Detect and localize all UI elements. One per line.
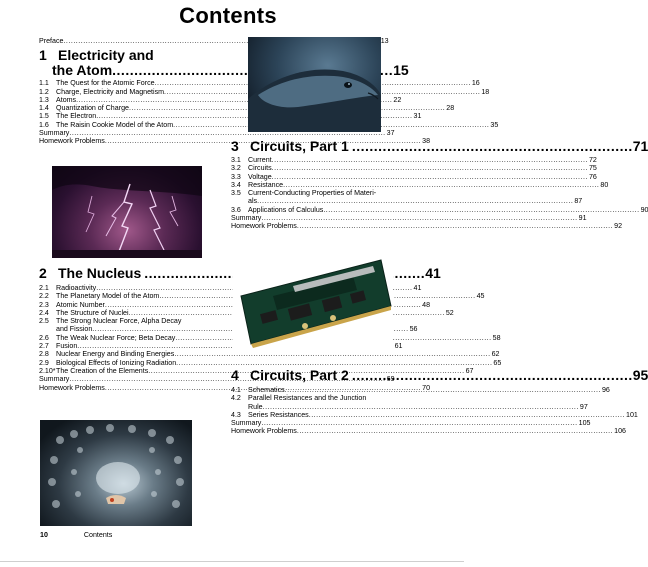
entry-page: 61 [394,342,403,351]
section-number: 4.3 [231,410,241,419]
toc-entry-summary[interactable] [39,129,395,138]
photo-electric-eel [248,37,381,132]
entry-text: The Weak Nuclear Force; Beta Decay [56,333,176,342]
toc-entry-continued[interactable] [39,325,418,334]
entry-page: 31 [413,112,422,121]
chapter-page: 95 [632,367,648,383]
section-number: 2.9 [39,358,49,367]
section-number: 3.4 [231,180,241,189]
toc-entry[interactable] [231,410,638,419]
entry-page: 87 [574,197,583,206]
toc-entry[interactable] [39,104,455,113]
entry-text: Voltage [248,172,272,181]
entry-page: 92 [614,222,623,231]
entry-page: 45 [476,292,485,301]
entry-text: Summary [39,129,70,138]
entry-text-line2: als [248,197,258,206]
entry-page: 28 [446,104,455,113]
entry-page: 13 [380,37,389,45]
entry-page: 35 [490,120,499,129]
entry-page: 91 [578,214,587,223]
entry-text-line2: and Fission [56,325,93,334]
footer-page-number: 10 [40,531,48,539]
chapter-title: Circuits, Part 2 [250,367,349,383]
leader-dots [257,197,573,205]
leader-dots [285,383,601,394]
section-number: 3.2 [231,164,241,173]
toc-entry-summary[interactable] [231,214,587,223]
photo-detector-tunnel [40,420,192,526]
entry-page: 52 [445,308,454,317]
chapter-page: 41 [425,265,441,281]
section-number: 2.6 [39,333,49,342]
entry-text: Atoms [56,95,77,104]
section-number: 1.3 [39,95,49,104]
entry-text: Homework Problems [39,137,105,146]
leader-dots [261,419,577,427]
toc-entry[interactable] [231,180,609,189]
entry-page: 101 [626,410,638,419]
section-number: 2.3 [39,300,49,309]
toc-entry[interactable] [39,317,215,325]
entry-page: 62 [491,350,500,359]
entry-text: Series Resistances [248,410,309,419]
section-number: 4.2 [231,394,241,403]
toc-entry[interactable] [39,300,431,309]
toc-entry[interactable] [39,120,499,129]
entry-text: Homework Problems [231,222,297,231]
entry-text: Nuclear Energy and Binding Energies [56,350,175,359]
circuit-board-illustration [233,256,393,348]
chapter-title: The Nucleus [58,265,142,281]
toc-entry[interactable] [39,112,422,121]
entry-text: Atomic Number [56,300,105,309]
section-number: 3.3 [231,172,241,181]
entry-text: Resistance [248,180,284,189]
entry-page: 37 [386,129,395,138]
lightning-illustration [52,166,202,258]
toc-entry[interactable] [231,172,597,181]
toc-entry[interactable] [231,205,648,214]
section-number: 2.2 [39,292,49,301]
leader-dots [272,156,588,164]
leader-dots [272,173,588,181]
toc-entry[interactable] [39,95,402,104]
entry-text: The Creation of the Elements [56,366,149,375]
leader-dots [309,411,625,419]
leader-dots [297,222,613,230]
entry-text: The Planetary Model of the Atom [56,292,160,301]
section-number: 1.6 [39,120,49,129]
entry-page: 72 [588,156,597,164]
toc-entry[interactable] [39,342,403,351]
entry-page: 75 [588,164,597,173]
entry-text-line1: The Strong Nuclear Force, Alpha Decay [56,317,182,326]
entry-text: Fusion [56,342,78,351]
toc-entry-preface[interactable] [39,37,389,45]
photo-circuit-board [233,256,393,348]
entry-text: Summary [231,419,262,428]
chapter-title: Circuits, Part 1 [250,138,349,154]
section-number: 1.2 [39,87,49,96]
entry-page: 105 [578,419,591,428]
section-number: 2.5 [39,317,49,326]
entry-text: The Electron [56,112,97,121]
toc-entry[interactable] [39,358,502,367]
chapter-title-line1: Electricity and [58,47,154,64]
section-number: 1.1 [39,79,49,88]
toc-entry[interactable] [231,394,407,402]
entry-page: 41 [413,284,422,292]
entry-text: Current [248,156,272,164]
section-number: 1.4 [39,104,49,113]
section-number: 1.5 [39,112,49,121]
section-number: 2.4 [39,308,49,317]
toc-entry[interactable] [39,87,490,96]
toc-entry[interactable] [231,156,597,164]
entry-page: 80 [600,180,609,189]
leader-dots [176,359,492,367]
leader-dots [174,350,490,358]
section-number: 2.7 [39,342,49,351]
entry-page: 76 [588,172,597,181]
entry-page: 16 [471,79,480,88]
entry-text: Homework Problems [231,427,297,436]
section-number: 3.1 [231,156,241,164]
entry-page: 70 [422,383,431,392]
chapter-page: 71 [632,138,648,154]
entry-page: 18 [481,87,490,96]
toc-entry-homework[interactable] [231,222,623,231]
entry-text: Preface [39,37,64,45]
entry-text: Schematics [248,386,285,394]
entry-text: The Quest for the Atomic Force [56,79,155,88]
entry-page: 97 [579,402,588,411]
entry-text: Radioactivity [56,284,97,292]
toc-entry[interactable] [39,79,480,88]
section-number: 3.6 [231,205,241,214]
section-number: 4.1 [231,386,241,394]
toc-entry-homework[interactable] [231,427,626,436]
footer-label: Contents [83,531,113,539]
entry-text: Homework Problems [39,383,105,392]
toc-entry-continued[interactable] [231,402,588,411]
chapter-heading-1[interactable] [39,47,409,79]
eel-illustration [248,37,381,132]
entry-page: 96 [601,386,610,394]
entry-page: 48 [422,300,431,309]
section-number: 2.1 [39,284,49,292]
toc-entry[interactable] [39,350,500,359]
photo-lightning-storm [52,166,202,258]
leader-dots [323,206,639,214]
entry-text: Summary [231,214,262,223]
bottom-divider [0,561,464,562]
entry-page: 38 [422,137,431,146]
chapter3-sections [231,156,648,231]
entry-page: 69 [386,375,395,384]
entry-text-line1: Parallel Resistances and the Junction [248,394,367,403]
chapter-heading-2[interactable] [39,265,441,281]
entry-text: Applications of Calculus [248,205,324,214]
toc-entry[interactable] [39,284,422,292]
entry-text-line2: Rule [248,402,263,411]
toc-entry[interactable] [39,292,485,301]
leader-dots [297,427,613,435]
chapter-title-line2: the Atom [52,62,113,79]
toc-entry-summary[interactable] [231,419,591,428]
section-number: 2.8 [39,350,49,359]
leader-dots [352,139,633,154]
chapter-number: 2 [39,265,47,281]
leader-dots [263,403,579,411]
entry-page: 65 [493,358,502,367]
entry-page: 56 [409,325,418,334]
toc-entry[interactable] [231,189,407,197]
section-number: 2.10* [39,366,56,375]
toc-entry[interactable] [39,308,454,317]
page-title: Contents [179,3,277,28]
entry-text: Quantization of Charge [56,104,129,113]
chapter-page: 15 [393,62,409,79]
entry-text: The Raisin Cookie Model of the Atom [56,120,174,129]
entry-text: The Structure of Nuclei [56,308,129,317]
leader-dots [283,181,599,189]
entry-text: Summary [39,375,70,384]
toc-entry[interactable] [231,164,597,173]
entry-text: Biological Effects of Ionizing Radiation [56,358,177,367]
entry-text-line1: Current-Conducting Properties of Materi- [248,189,377,198]
chapter-number: 4 [231,367,239,383]
section-number: 3.5 [231,189,241,198]
chapter-number: 3 [231,138,239,154]
leader-dots [261,214,577,222]
page-footer [40,531,112,539]
leader-dots [352,368,633,383]
toc-entry-continued[interactable] [231,197,583,206]
leader-dots [272,164,588,172]
entry-page: 106 [614,427,626,436]
toc-entry[interactable] [39,333,501,342]
entry-page: 90 [640,205,648,214]
entry-page: 67 [465,366,474,375]
entry-page: 22 [393,95,402,104]
entry-text: Charge, Electricity and Magnetism [56,87,165,96]
entry-page: 58 [492,333,501,342]
chapter-number: 1 [39,47,47,64]
entry-text: Circuits [248,164,272,173]
detector-illustration [40,420,192,526]
